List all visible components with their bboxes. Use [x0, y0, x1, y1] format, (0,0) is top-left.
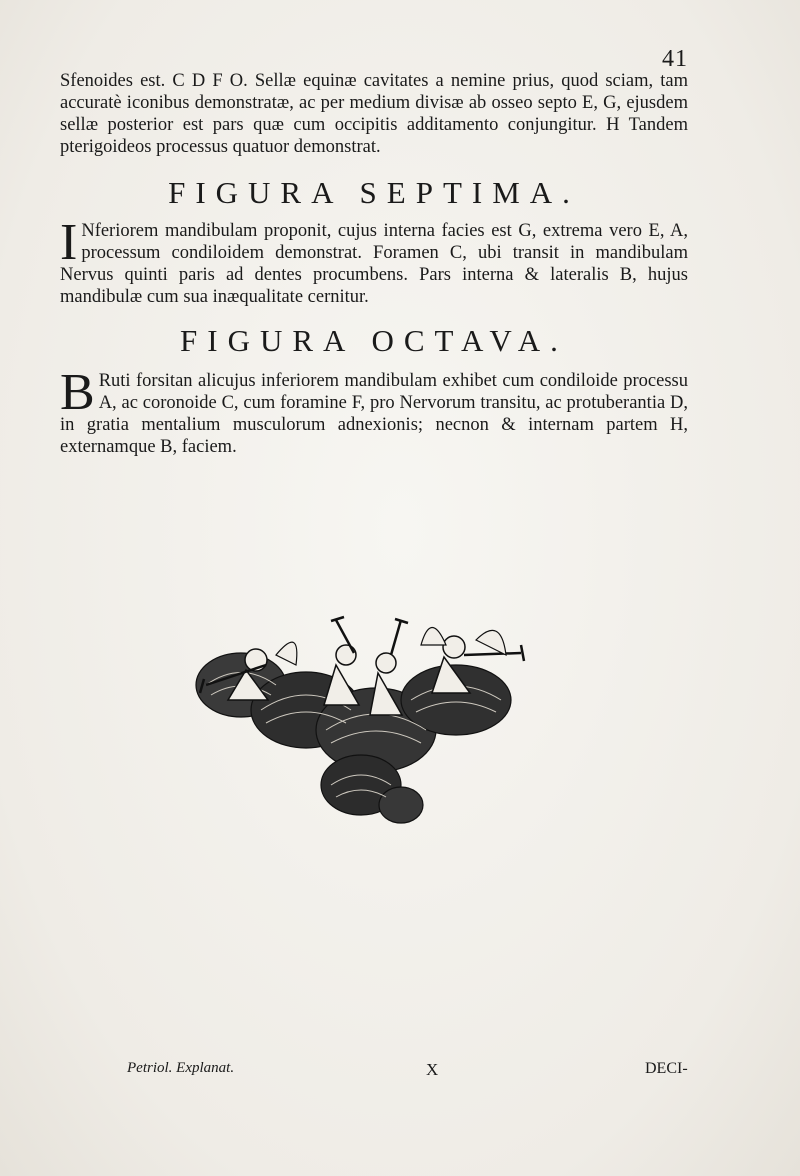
drop-cap-initial: B — [60, 364, 95, 421]
paragraph-figura-octava — [60, 364, 688, 458]
heading-figura-octava: FIGURA OCTAVA. — [180, 323, 568, 358]
paragraph-text: Nferiorem mandibulam proponit, cujus interna facies est G, extrema vero E, A, processum condiloidem demonstrat. Foramen C, ubi transit in mandibulam Nervus quinti paris ad dentes procumbens. Pars interna & lateralis B, hujus mandibulæ cum sua inæqualitate cernitur. — [60, 221, 688, 307]
angels-on-clouds-woodcut — [186, 615, 532, 833]
paragraph-text: Ruti forsitan alicujus inferiorem mandibulam exhibet cum condiloide processu A, ac coronoide C, cum foramine F, pro Nervorum transitu, ac protuberantia D, in gratia mentalium musculorum adnexionis; necnon & internam partem H, externamque B, faciem. — [60, 371, 688, 457]
running-title: Petriol. Explanat. — [127, 1060, 235, 1076]
page-number: 41 — [662, 46, 688, 72]
paragraph-figura-septima — [60, 214, 688, 308]
heading-figura-septima: FIGURA SEPTIMA. — [168, 175, 580, 210]
page-footer — [0, 1060, 800, 1084]
signature-mark: X — [426, 1060, 439, 1079]
drop-cap-initial: I — [60, 214, 78, 271]
catchword: DECI- — [645, 1060, 688, 1077]
paragraph-sfenoides: Sfenoides est. C D F O. Sellæ equinæ cavitates a nemine prius, quod sciam, tam accuratè iconibus demonstratæ, ac per medium divisæ ab osseo septo E, G, ejusdem sellæ posterior est pars quæ cum occipitis additamento conjungitur. H Tandem pterigoideos processus quatuor demonstrat. — [60, 71, 688, 157]
